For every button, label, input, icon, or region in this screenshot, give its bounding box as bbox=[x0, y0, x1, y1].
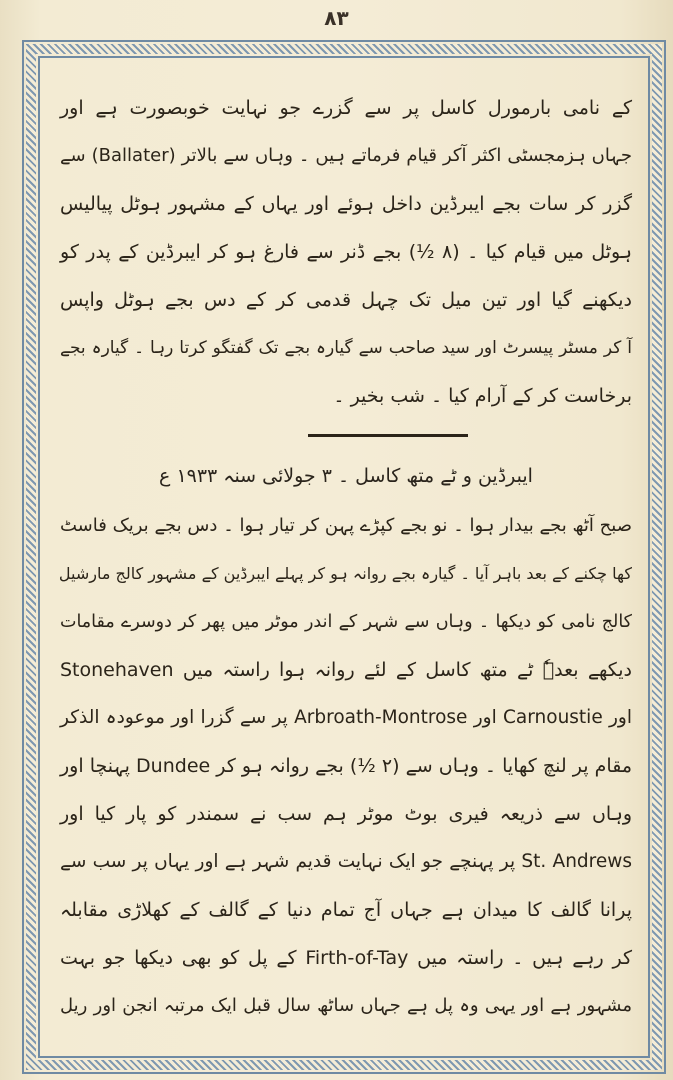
text-line: برخاست کر کے آرام کیا ۔ شب بخیر ۔ bbox=[333, 385, 632, 407]
text-line: کے نامی بارمورل کاسل پر سے گزرے جو نہایت خوبصورت ہے اور bbox=[60, 97, 632, 119]
text-line: صبح آٹھ بجے بیدار ہوا ۔ نو بجے کپڑے پہن کر تیار ہوا ۔ دس بجے بریک فاسٹ bbox=[60, 515, 632, 536]
text-line: کر رہے ہیں ۔ راستہ میں Firth-of-Tay کے پل کو بھی دیکھا جو بہت bbox=[60, 947, 632, 969]
text-line: جہاں ہزمجسٹی اکثر آکر قیام فرماتے ہیں ۔ وہاں سے بالاتر (Ballater) سے bbox=[60, 145, 633, 166]
text-line: آ کر مسٹر پیسرٹ اور سید صاحب سے گیارہ بجے تک گفتگو کرتا رہا ۔ گیارہ بجے bbox=[60, 338, 632, 358]
paragraph-1 bbox=[60, 84, 632, 420]
text-line: پرانا گالف کا میدان ہے جہاں آج تمام دنیا کے گالف کے کھلاڑی مقابلہ bbox=[60, 899, 632, 921]
text-line: وہاں سے ذریعہ فیری بوٹ موٹر ہم سب نے سمندر کو پار کیا اور bbox=[60, 803, 632, 825]
text-line: ہوٹل میں قیام کیا ۔ (۸ ½) بجے ڈنر سے فارغ ہو کر ایبرڈین کے پدر کو bbox=[60, 241, 632, 263]
divider-rule bbox=[308, 434, 468, 437]
section-heading: ایبرڈین و ٹے متھ کاسل ۔ ۳ جولائی سنہ ۱۹۳۳ ع bbox=[159, 465, 533, 487]
paragraph-2 bbox=[60, 502, 632, 1030]
section-divider bbox=[60, 420, 632, 450]
text-line: اور Carnoustie اور Arbroath-Montrose پر سے گزرا اور موعودہ الذکر bbox=[60, 707, 632, 728]
page-number: ۸۳ bbox=[324, 6, 349, 30]
text-line: گزر کر سات بجے ایبرڈین داخل ہوئے اور یہاں کے مشہور ہوٹل پیالیس bbox=[60, 193, 632, 215]
text-line: کالج نامی کو دیکھا ۔ وہاں سے شہر کے اندر موٹر میں پھر کر دوسرے مقامات bbox=[60, 612, 632, 632]
text-line: مشہور ہے اور یہی وہ پل ہے جہاں ساٹھ سال قبل ایک مرتبہ انجن اور ریل bbox=[60, 995, 632, 1016]
text-line: دیکھے بعدہٗ ٹے متھ کاسل کے لئے روانہ ہوا راستہ میں Stonehaven bbox=[60, 659, 632, 681]
text-line: مقام پر لنچ کھایا ۔ وہاں سے (۲ ½) بجے روانہ ہو کر Dundee پہنچا اور bbox=[60, 755, 633, 777]
text-line: دیکھنے گیا اور تین میل تک چہل قدمی کر کے دس بجے ہوٹل واپس bbox=[60, 289, 632, 311]
text-line: St. Andrews پر پہنچے جو ایک نہایت قدیم شہر ہے اور یہاں پر سب سے bbox=[60, 851, 633, 872]
page-body bbox=[60, 84, 632, 1044]
text-line: کھا چکنے کے بعد باہر آیا ۔ گیارہ بجے روانہ ہو کر پہلے ایبرڈین کے مشہور کالج مارشیل bbox=[58, 564, 632, 583]
